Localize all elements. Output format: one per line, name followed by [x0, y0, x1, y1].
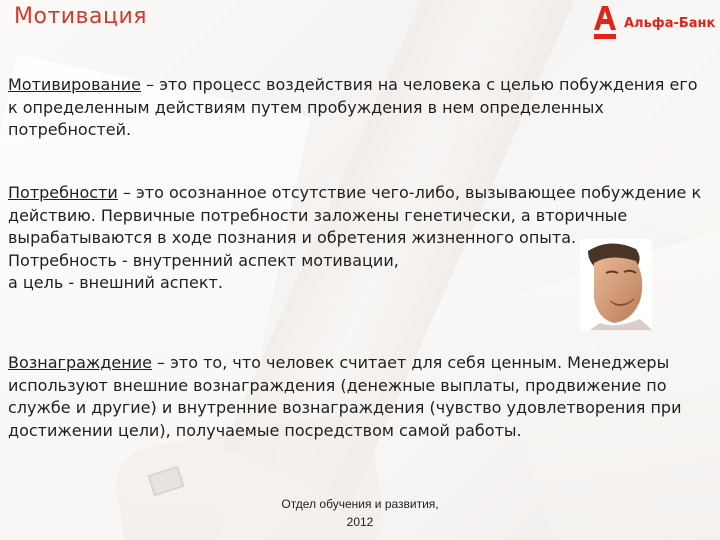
- needs-line-inner-aspect: Потребность - внутренний аспект мотивации,: [8, 250, 399, 270]
- paragraph-reward: [8, 352, 708, 442]
- smiling-man-photo: [580, 239, 652, 330]
- paragraph-motivation: [8, 74, 708, 142]
- needs-line-goal-aspect: а цель - внешний аспект.: [8, 273, 223, 292]
- definition-motivation: – это процесс воздействия на человека с целью побуждения его к определенным действиям путем пробуждения в нем определенных потребностей.: [8, 75, 698, 139]
- logo-text: Альфа-Банк: [624, 16, 716, 31]
- term-reward: Вознаграждение: [8, 353, 152, 372]
- footer-department: Отдел обучения и развития,: [281, 497, 439, 511]
- alfa-bank-logo: [594, 6, 714, 42]
- alfa-logo-mark-icon: [594, 6, 616, 40]
- slide-title: Мотивация: [14, 4, 148, 29]
- term-motivation: Мотивирование: [8, 75, 142, 94]
- footer-caption: [250, 495, 470, 531]
- definition-reward: – это то, что человек считает для себя ценным. Менеджеры используют внешние вознаграждения (денежные выплаты, продвижение по службе и другие) и внутренние вознаграждения (чувство удовлетворения при достижении цели), получаемые посредством самой работы.: [8, 353, 682, 440]
- footer-year: 2012: [346, 515, 374, 529]
- definition-needs: – это осознанное отсутствие чего-либо, вызывающее побуждение к действию. Первичные потребности заложены генетически, а вторичные вырабатываются в ходе познания и обретения жизненного опыта.: [8, 183, 702, 247]
- term-needs: Потребности: [8, 183, 118, 202]
